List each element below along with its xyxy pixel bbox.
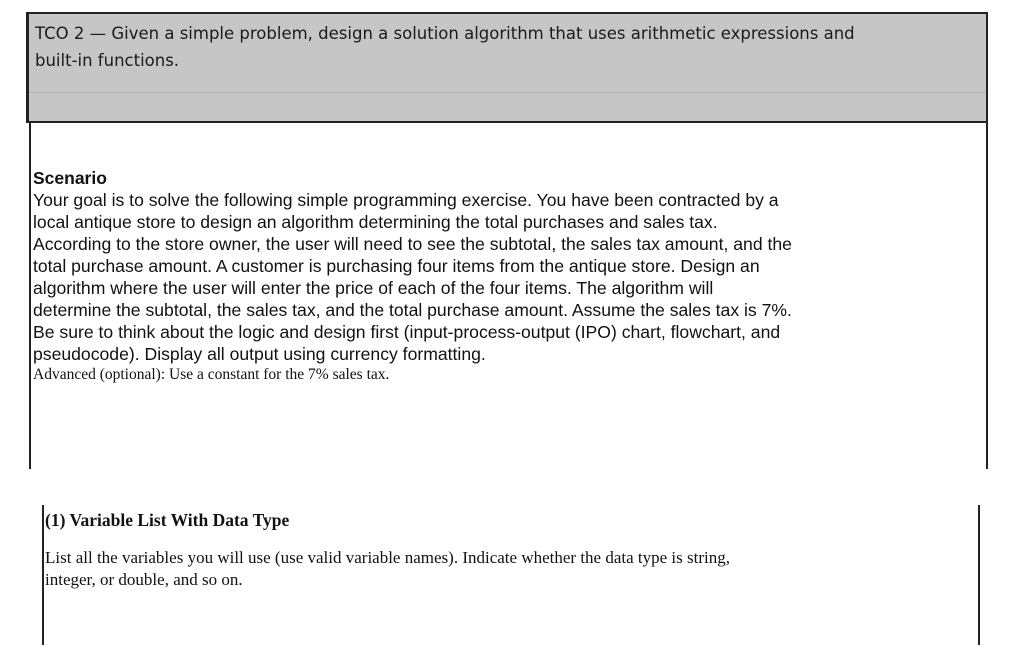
advanced-optional-note: Advanced (optional): Use a constant for the 7% sales tax. [33, 366, 390, 383]
variable-list-heading: (1) Variable List With Data Type [45, 510, 290, 530]
scenario-body [33, 189, 988, 365]
scenario-section [33, 167, 988, 385]
variable-list-section [45, 509, 975, 591]
tco-header-box [26, 12, 988, 121]
tco-line-2: built-in functions. [35, 51, 180, 70]
tco-bottom-border [26, 121, 988, 123]
tco-description [35, 20, 991, 74]
tco-inner-divider [29, 92, 986, 93]
variable-list-instructions [45, 547, 975, 591]
scenario-line: Your goal is to solve the following simple programming exercise. You have been contracted by a [33, 190, 779, 210]
scenario-line: pseudocode). Display all output using currency formatting. [33, 344, 486, 364]
scenario-line: algorithm where the user will enter the price of each of the four items. The algorithm will [33, 278, 714, 298]
scenario-line: According to the store owner, the user will need to see the subtotal, the sales tax amount, and the [33, 234, 792, 254]
tco-line-1: TCO 2 — Given a simple problem, design a solution algorithm that uses arithmetic expressions and [35, 24, 855, 43]
scenario-line: Be sure to think about the logic and design first (input-process-output (IPO) chart, flowchart, and [33, 322, 781, 342]
variable-list-line: List all the variables you will use (use valid variable names). Indicate whether the data type is string, [45, 548, 730, 567]
scenario-heading: Scenario [33, 168, 107, 188]
scenario-left-border [29, 123, 31, 469]
variable-list-left-border [42, 505, 44, 645]
variable-list-right-border [978, 505, 980, 645]
scenario-line: local antique store to design an algorithm determining the total purchases and sales tax. [33, 212, 718, 232]
scenario-line: determine the subtotal, the sales tax, and the total purchase amount. Assume the sales tax is 7%. [33, 300, 792, 320]
variable-list-line: integer, or double, and so on. [45, 570, 243, 589]
scenario-line: total purchase amount. A customer is purchasing four items from the antique store. Design an [33, 256, 760, 276]
